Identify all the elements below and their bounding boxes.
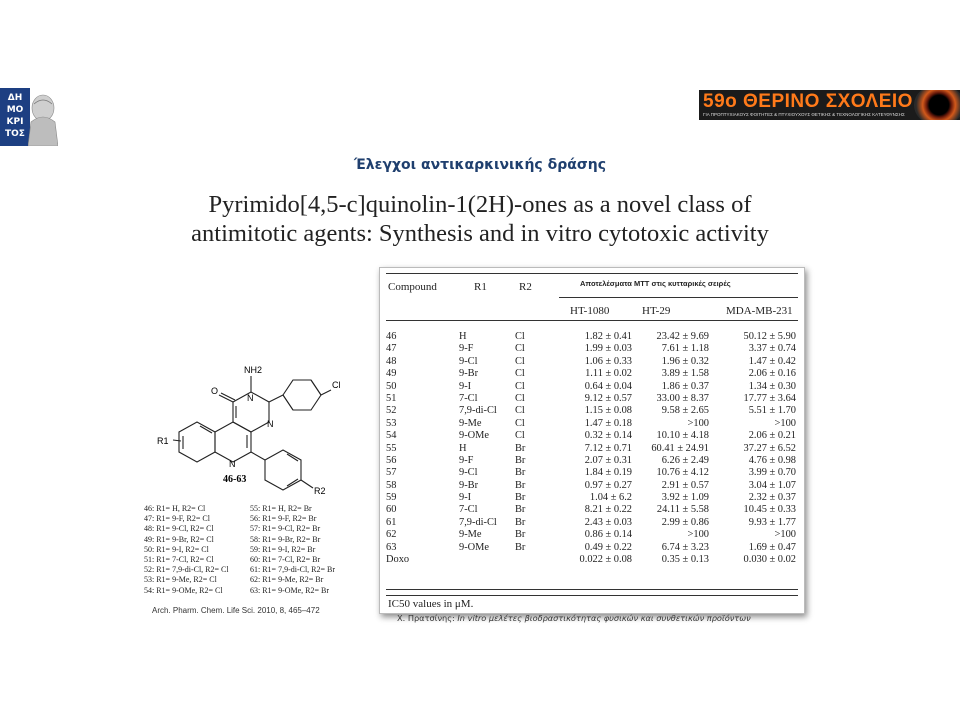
r1-cell: H	[459, 331, 467, 342]
header-mtt: Αποτελέσματα MTT στις κυτταρικές σειρές	[580, 279, 731, 288]
header-ht29: HT-29	[642, 305, 671, 317]
substituent-item: 61: R1= 7,9-di-Cl, R2= Br	[250, 565, 336, 575]
compound-cell: 59	[386, 492, 397, 504]
r2-cell: Cl	[515, 368, 525, 380]
ht1080-cell: 1.47 ± 0.18	[584, 417, 632, 429]
r2-cell: Cl	[515, 355, 525, 367]
table-row	[386, 430, 798, 442]
table-row	[386, 331, 798, 343]
compound-cell: Doxo	[386, 554, 410, 566]
compound-cell: 55	[386, 442, 397, 454]
cl-label: Cl	[332, 380, 341, 390]
ht29-cell: >100	[687, 529, 709, 541]
ht1080-cell: 1.99 ± 0.03	[584, 343, 632, 355]
r1-cell: 9-Br	[459, 368, 479, 380]
r1-cell: 9-Me	[459, 417, 482, 429]
header-ht1080: HT-1080	[570, 305, 610, 317]
substituent-item: 52: R1= 7,9-di-Cl, R2= Cl	[144, 565, 229, 575]
mda-cell: 1.69 ± 0.47	[748, 541, 796, 553]
ht29-cell: 9.58 ± 2.65	[661, 405, 709, 417]
r1-cell: 9-Me	[459, 529, 482, 541]
r2-cell: Cl	[515, 417, 525, 429]
compound-range-label: 46-63	[223, 474, 247, 485]
ht1080-cell: 1.15 ± 0.08	[584, 405, 632, 417]
compound-cell: 50	[386, 380, 397, 392]
header-r2: R2	[519, 281, 532, 293]
ht29-cell: 1.86 ± 0.37	[661, 380, 709, 392]
mda-cell: 3.04 ± 1.07	[748, 479, 796, 491]
substituent-item: 53: R1= 9-Me, R2= Cl	[144, 575, 217, 585]
table-row	[386, 405, 798, 417]
compound-cell: 48	[386, 355, 397, 367]
ht29-cell: 7.61 ± 1.18	[661, 343, 709, 355]
substituent-item: 51: R1= 7-Cl, R2= Cl	[144, 555, 214, 565]
r1-cell: 9-OMe	[459, 541, 490, 553]
table-row	[386, 343, 798, 355]
r1-cell: 9-OMe	[459, 430, 490, 442]
ht1080-cell: 7.12 ± 0.71	[584, 442, 632, 454]
ht1080-cell: 0.97 ± 0.27	[584, 479, 632, 491]
r2-cell: Cl	[515, 380, 525, 392]
r2-cell: Cl	[515, 343, 525, 355]
mda-cell: 50.12 ± 5.90	[743, 331, 796, 342]
bottom-note	[397, 613, 751, 623]
r1-cell: 9-Cl	[459, 355, 478, 367]
r1-cell: H	[459, 442, 467, 454]
ht1080-cell: 2.43 ± 0.03	[584, 516, 632, 528]
compound-cell: 61	[386, 516, 397, 528]
mda-cell: 3.99 ± 0.70	[748, 467, 796, 479]
nh2-label: NH2	[244, 365, 263, 375]
compound-cell: 58	[386, 479, 397, 491]
table-body	[386, 331, 798, 566]
mda-cell: 5.51 ± 1.70	[748, 405, 796, 417]
ht29-cell: 6.26 ± 2.49	[661, 454, 709, 466]
ht1080-cell: 1.82 ± 0.41	[584, 331, 632, 342]
table-row	[386, 517, 798, 529]
substituent-item: 62: R1= 9-Me, R2= Br	[250, 575, 324, 585]
compound-cell: 60	[386, 504, 397, 516]
ht1080-cell: 1.11 ± 0.02	[585, 368, 632, 380]
table-row	[386, 368, 798, 380]
ht29-cell: 1.96 ± 0.32	[661, 355, 709, 367]
r1-cell: 9-F	[459, 343, 474, 355]
n-label-1: N	[247, 393, 254, 403]
compound-cell: 56	[386, 454, 397, 466]
r1-cell: 9-Cl	[459, 467, 478, 479]
summer-school-subtitle: ΓΙΑ ΠΡΟΠΤΥΧΙΑΚΟΥΣ ΦΟΙΤΗΤΕΣ & ΠΤΥΧΙΟΥΧΟΥΣ ΘΕΤΙΚΗΣ & ΤΕΧΝΟΛΟΓΙΚΗΣ ΚΑΤΕΥΘΥΝΣΗΣ	[703, 112, 905, 117]
summer-school-logo	[699, 90, 960, 120]
compound-cell: 49	[386, 368, 397, 380]
r1-cell: 7,9-di-Cl	[459, 405, 497, 417]
r2-cell: Br	[515, 467, 526, 479]
r1-cell: 7-Cl	[459, 504, 478, 516]
r2-cell: Br	[515, 442, 526, 454]
logo-text: ΔΗ ΜΟ ΚΡΙ ΤΟΣ	[0, 88, 30, 146]
mda-cell: 1.47 ± 0.42	[748, 355, 796, 367]
r2-cell: Cl	[515, 430, 525, 442]
ht29-cell: 23.42 ± 9.69	[656, 331, 709, 342]
substituent-item: 63: R1= 9-OMe, R2= Br	[250, 585, 330, 595]
ht1080-cell: 1.04 ± 6.2	[589, 492, 632, 504]
r2-cell: Br	[515, 516, 526, 528]
substituent-item: 47: R1= 9-F, R2= Cl	[144, 514, 210, 524]
mda-cell: >100	[774, 529, 796, 541]
ht1080-cell: 0.32 ± 0.14	[584, 430, 632, 442]
mda-cell: 2.32 ± 0.37	[748, 492, 796, 504]
ht29-cell: 3.89 ± 1.58	[661, 368, 709, 380]
table-row	[386, 504, 798, 516]
substituent-item: 54: R1= 9-OMe, R2= Cl	[144, 585, 223, 595]
ht1080-cell: 8.21 ± 0.22	[584, 504, 632, 516]
r2-cell: Cl	[515, 392, 525, 404]
mda-cell: 9.93 ± 1.77	[748, 516, 796, 528]
mda-cell: 1.34 ± 0.30	[748, 380, 796, 392]
mda-cell: 2.06 ± 0.21	[748, 430, 796, 442]
bust-icon	[28, 92, 58, 146]
black-hole-icon	[914, 90, 960, 120]
ht29-cell: 24.11 ± 5.58	[656, 504, 709, 516]
summer-school-title: 59ο ΘΕΡΙΝΟ ΣΧΟΛΕΙΟ	[703, 91, 913, 112]
ht1080-cell: 9.12 ± 0.57	[584, 392, 632, 404]
ht29-cell: 10.10 ± 4.18	[656, 430, 709, 442]
ht1080-cell: 0.022 ± 0.08	[579, 554, 632, 566]
table-row	[386, 480, 798, 492]
ht1080-cell: 0.64 ± 0.04	[584, 380, 632, 392]
table-row	[386, 443, 798, 455]
ht29-cell: 60.41 ± 24.91	[651, 442, 709, 454]
ht29-cell: 33.00 ± 8.37	[656, 392, 709, 404]
table-row	[386, 418, 798, 430]
r1-cell: 9-I	[459, 380, 472, 392]
r2-cell: Br	[515, 454, 526, 466]
citation: Arch. Pharm. Chem. Life Sci. 2010, 8, 465–472	[152, 606, 320, 615]
header-mda: MDA-MB-231	[726, 305, 793, 317]
compound-cell: 52	[386, 405, 397, 417]
table-row	[386, 393, 798, 405]
compound-cell: 53	[386, 417, 397, 429]
r2-cell: Br	[515, 492, 526, 504]
ht29-cell: 6.74 ± 3.23	[661, 541, 709, 553]
democritus-logo	[0, 88, 58, 150]
substituent-item: 56: R1= 9-F, R2= Br	[250, 514, 317, 524]
mda-cell: 10.45 ± 0.33	[743, 504, 796, 516]
ht1080-cell: 0.49 ± 0.22	[584, 541, 632, 553]
oxygen-label: O	[211, 386, 219, 396]
substituent-item: 46: R1= H, R2= Cl	[144, 504, 206, 513]
substituent-column-right	[250, 504, 335, 596]
compound-cell: 63	[386, 541, 397, 553]
table-row	[386, 381, 798, 393]
substituent-item: 59: R1= 9-I, R2= Br	[250, 544, 316, 554]
substituent-item: 60: R1= 7-Cl, R2= Br	[250, 555, 321, 565]
substituent-item: 50: R1= 9-I, R2= Cl	[144, 544, 209, 554]
chemical-structure	[143, 340, 378, 500]
r1-cell: 9-F	[459, 454, 474, 466]
compound-cell: 57	[386, 467, 397, 479]
r1-cell: 7-Cl	[459, 392, 478, 404]
r2-cell: Br	[515, 479, 526, 491]
substituent-item: 57: R1= 9-Cl, R2= Br	[250, 524, 321, 534]
results-table	[379, 267, 805, 614]
mda-cell: 37.27 ± 6.52	[743, 442, 796, 454]
ht29-cell: 2.91 ± 0.57	[661, 479, 709, 491]
r2-cell: Cl	[515, 405, 525, 417]
n-label-3: N	[229, 459, 236, 469]
compound-cell: 51	[386, 392, 397, 404]
compound-cell: 54	[386, 430, 397, 442]
r1-cell: 7,9-di-Cl	[459, 516, 497, 528]
mda-cell: 3.37 ± 0.74	[748, 343, 796, 355]
r2-cell: Br	[515, 504, 526, 516]
compound-cell: 46	[386, 331, 397, 342]
table-row	[386, 467, 798, 479]
ht1080-cell: 1.06 ± 0.33	[584, 355, 632, 367]
header-compound: Compound	[388, 281, 437, 293]
ht1080-cell: 0.86 ± 0.14	[584, 529, 632, 541]
table-row	[386, 542, 798, 554]
mda-cell: 4.76 ± 0.98	[748, 454, 796, 466]
substituent-column-left	[144, 504, 229, 596]
substituent-item: 58: R1= 9-Br, R2= Br	[250, 534, 321, 544]
header-r1: R1	[474, 281, 487, 293]
r2-cell: Br	[515, 541, 526, 553]
ht29-cell: 0.35 ± 0.13	[661, 554, 709, 566]
slide-title: Έλεγχοι αντικαρκινικής δράσης	[353, 157, 607, 173]
ht1080-cell: 1.84 ± 0.19	[584, 467, 632, 479]
mda-cell: >100	[774, 417, 796, 429]
mda-cell: 0.030 ± 0.02	[743, 554, 796, 566]
ht29-cell: 10.76 ± 4.12	[656, 467, 709, 479]
ht29-cell: 3.92 ± 1.09	[661, 492, 709, 504]
ht1080-cell: 2.07 ± 0.31	[584, 454, 632, 466]
substituent-item: 55: R1= H, R2= Br	[250, 504, 312, 513]
r2-label: R2	[314, 486, 326, 496]
table-row	[386, 554, 798, 566]
paper-title: Pyrimido[4,5-c]quinolin-1(2H)-ones as a novel class of antimitotic agents: Synthesis and in vitro cytotoxic activity	[191, 191, 769, 247]
n-label-2: N	[267, 419, 274, 429]
bottom-note-author: Χ. Πρατσίνης:	[397, 613, 455, 623]
r1-cell: 9-I	[459, 492, 472, 504]
table-row	[386, 455, 798, 467]
compound-cell: 47	[386, 343, 397, 355]
ht29-cell: 2.99 ± 0.86	[661, 516, 709, 528]
table-footnote: IC50 values in μM.	[388, 598, 474, 610]
compound-cell: 62	[386, 529, 397, 541]
table-row	[386, 492, 798, 504]
r1-label: R1	[157, 436, 169, 446]
mda-cell: 2.06 ± 0.16	[748, 368, 796, 380]
table-row	[386, 356, 798, 368]
r1-cell: 9-Br	[459, 479, 479, 491]
substituent-item: 48: R1= 9-Cl, R2= Cl	[144, 524, 214, 534]
r2-cell: Cl	[515, 331, 525, 342]
r2-cell: Br	[515, 529, 526, 541]
ht29-cell: >100	[687, 417, 709, 429]
bottom-note-text: In vitro μελέτες βιοδραστικότητας φυσικών και συνθετικών προϊόντων	[457, 613, 751, 623]
substituent-item: 49: R1= 9-Br, R2= Cl	[144, 534, 214, 544]
mda-cell: 17.77 ± 3.64	[743, 392, 796, 404]
table-row	[386, 529, 798, 541]
